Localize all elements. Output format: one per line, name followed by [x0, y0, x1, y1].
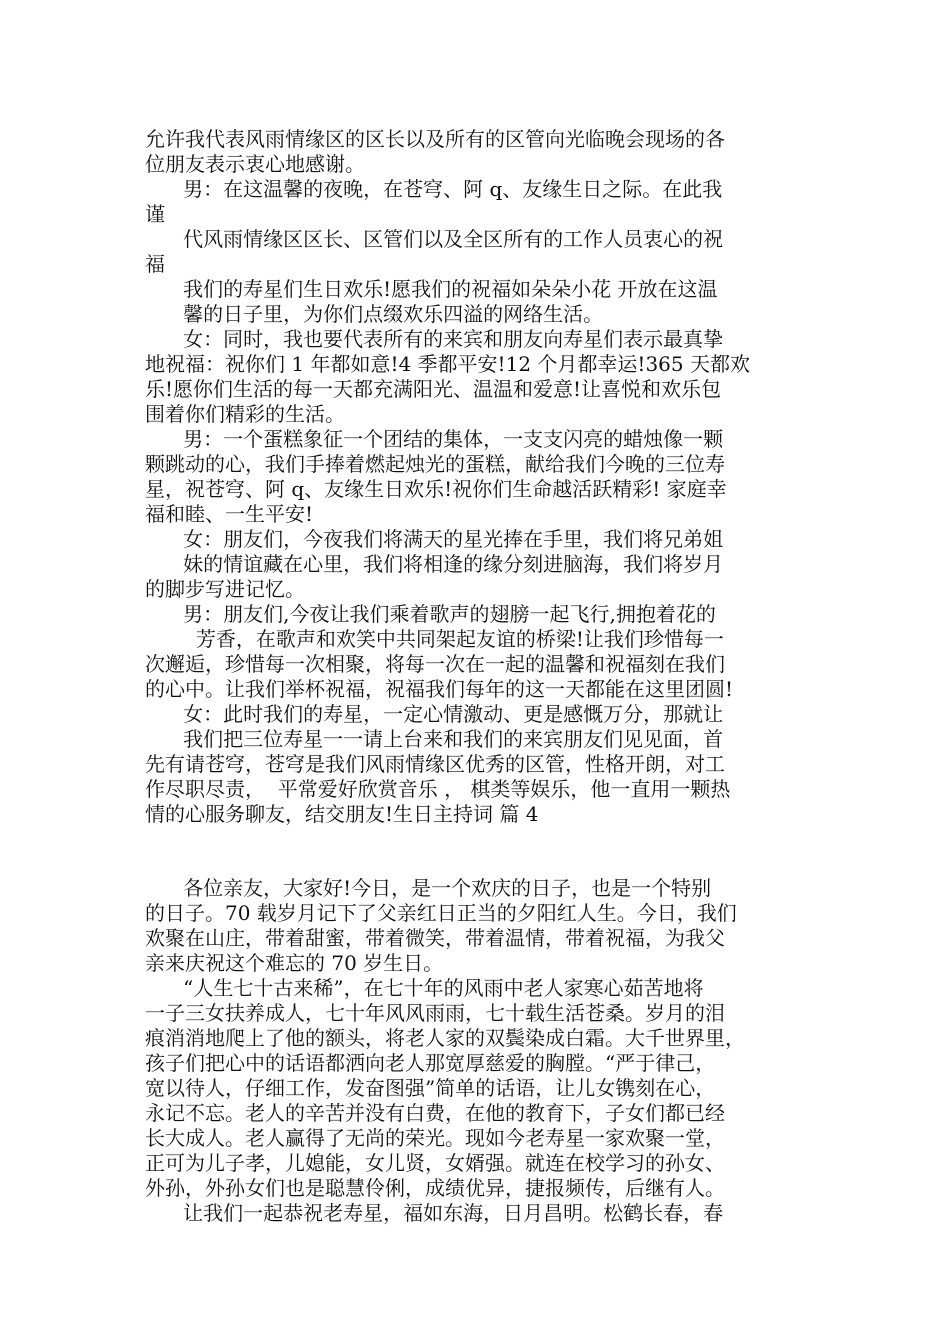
text-line: 允许我代表风雨情缘区的区长以及所有的区管向光临晚会现场的各 [145, 127, 725, 151]
text-line: 芳香，在歌声和欢笑中共同架起友谊的桥梁!让我们珍惜每一 [145, 627, 724, 651]
text-line: 乐!愿你们生活的每一天都充满阳光、温温和爱意!让喜悦和欢乐包 [145, 377, 722, 401]
text-line: 宽以待人，仔细工作，发奋图强”简单的话语，让儿女镌刻在心， [145, 1076, 716, 1100]
text-line: 痕消消地爬上了他的额头，将老人家的双鬓染成白霜。大千世界里， [145, 1026, 745, 1050]
text-line: 亲来庆祝这个难忘的 70 岁生日。 [145, 951, 444, 975]
text-line: 我们把三位寿星一一请上台来和我们的来宾朋友们见见面，首 [145, 727, 724, 751]
text-line: 馨的日子里，为你们点缀欢乐四溢的网络生活。 [145, 302, 604, 326]
text-line: 长大成人。老人赢得了无尚的荣光。现如今老寿星一家欢聚一堂， [145, 1126, 725, 1150]
text-line: 让我们一起恭祝老寿星，福如东海，日月昌明。松鹤长春，春 [145, 1201, 724, 1225]
text-line: 女：朋友们，今夜我们将满天的星光捧在手里，我们将兄弟姐 [145, 527, 724, 551]
text-line: 星，祝苍穹、阿 q、友缘生日欢乐!祝你们生命越活跃精彩! 家庭幸 [145, 477, 727, 501]
text-line: 作尽职尽责， 平常爱好欣赏音乐 ， 棋类等娱乐，他一直用一颗热 [145, 777, 731, 801]
text-line: 欢聚在山庄，带着甜蜜，带着微笑，带着温情，带着祝福，为我父 [145, 926, 725, 950]
text-line: 颗跳动的心，我们手捧着燃起烛光的蛋糕，献给我们今晚的三位寿 [145, 452, 725, 476]
text-line: 男：在这温馨的夜晚，在苍穹、阿 q、友缘生日之际。在此我 [145, 177, 723, 201]
text-line: 代风雨情缘区区长、区管们以及全区所有的工作人员衷心的祝 [145, 227, 724, 251]
text-line: 地祝福：祝你们 1 年都如意!4 季都平安!12 个月都幸运!365 天都欢 [145, 352, 750, 376]
text-line: 谨 [145, 202, 165, 226]
text-line: 正可为儿子孝，儿媳能，女儿贤，女婿强。就连在校学习的孙女、 [145, 1151, 725, 1175]
text-line: 先有请苍穹，苍穹是我们风雨情缘区优秀的区管，性格开朗，对工 [145, 752, 725, 776]
text-line: 孩子们把心中的话语都洒向老人那宽厚慈爱的胸膛。“严于律己， [145, 1051, 716, 1075]
text-line: 位朋友表示衷心地感谢。 [145, 152, 365, 176]
text-line: 的心中。让我们举杯祝福，祝福我们每年的这一天都能在这里团圆! [145, 677, 734, 701]
text-line: 的日子。70 载岁月记下了父亲红日正当的夕阳红人生。今日，我们 [145, 901, 737, 925]
text-line: 男：朋友们,今夜让我们乘着歌声的翅膀一起飞行,拥抱着花的 [145, 602, 716, 626]
text-line: 永记不忘。老人的辛苦并没有白费，在他的教育下，子女们都已经 [145, 1101, 725, 1125]
text-line: 各位亲友，大家好!今日，是一个欢庆的日子，也是一个特别 [145, 876, 712, 900]
text-line: 外孙，外孙女们也是聪慧伶俐，成绩优异，捷报频传，后继有人。 [145, 1176, 725, 1200]
text-line: 情的心服务聊友，结交朋友!生日主持词 篇 4 [145, 802, 539, 826]
text-line: 妹的情谊藏在心里，我们将相逢的缘分刻进脑海，我们将岁月 [145, 552, 724, 576]
text-line: “人生七十古来稀”，在七十年的风雨中老人家寒心茹苦地将 [145, 976, 704, 1000]
text-line: 次邂逅，珍惜每一次相聚，将每一次在一起的温馨和祝福刻在我们 [145, 652, 725, 676]
text-line: 福 [145, 252, 165, 276]
text-line: 女：此时我们的寿星，一定心情激动、更是感慨万分，那就让 [145, 702, 724, 726]
text-line: 男：一个蛋糕象征一个团结的集体，一支支闪亮的蜡烛像一颗 [145, 427, 724, 451]
text-line: 女：同时，我也要代表所有的来宾和朋友向寿星们表示最真挚 [145, 327, 724, 351]
text-line: 围着你们精彩的生活。 [145, 402, 345, 426]
text-line: 的脚步写进记忆。 [145, 577, 305, 601]
text-line: 一子三女扶养成人，七十年风风雨雨，七十载生活苍桑。岁月的泪 [145, 1001, 725, 1025]
text-line: 我们的寿星们生日欢乐!愿我们的祝福如朵朵小花 开放在这温 [145, 277, 718, 301]
text-line: 福和睦、一生平安! [145, 502, 314, 526]
